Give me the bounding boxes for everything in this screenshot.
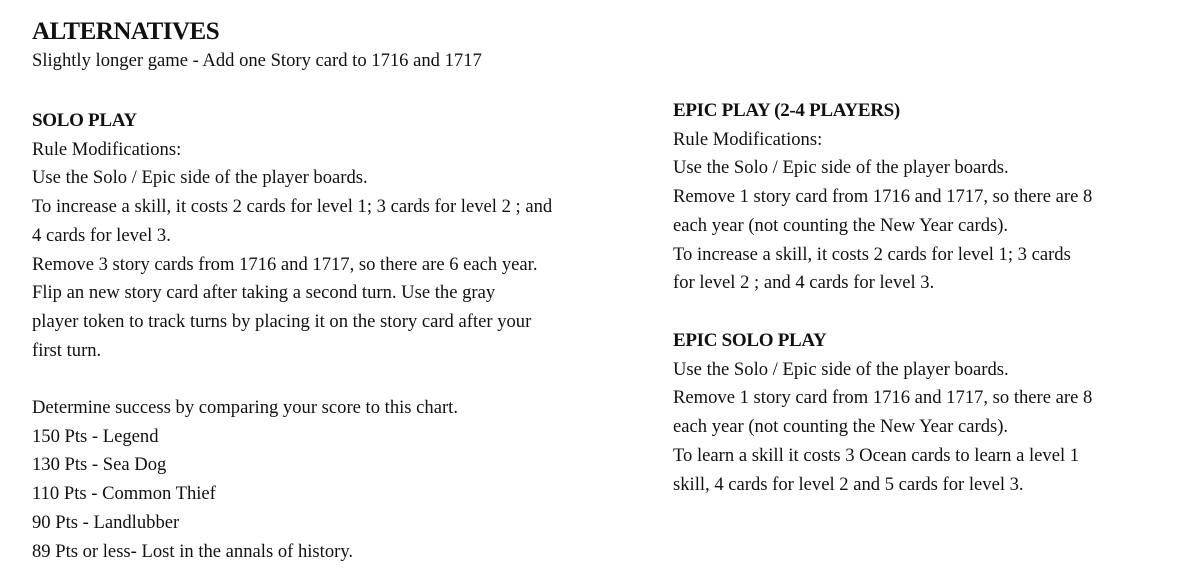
rank-item: 150 Pts - Legend: [32, 425, 159, 447]
rule-line: Use the Solo / Epic side of the player boards.: [673, 157, 1009, 179]
rule-line: each year (not counting the New Year cards).: [673, 416, 1009, 438]
rule-line: Rule Modifications:: [32, 138, 182, 160]
rule-line: player token to track turns by placing it on the story card after your: [32, 310, 532, 332]
rule-line: first turn.: [32, 339, 102, 361]
rule-line: for level 2 ; and 4 cards for level 3.: [673, 272, 935, 294]
rule-line: To increase a skill, it costs 2 cards for level 1; 3 cards for level 2 ; and: [32, 196, 553, 218]
intro-section: [32, 17, 482, 75]
solo-play-section: [32, 107, 552, 566]
rule-line: Remove 1 story card from 1716 and 1717, so there are 8: [673, 186, 1093, 208]
rank-item: 110 Pts - Common Thief: [32, 483, 216, 505]
rule-line: Remove 1 story card from 1716 and 1717, so there are 8: [673, 387, 1093, 409]
epic-play-section: [673, 97, 1092, 298]
rule-line: To increase a skill, it costs 2 cards for level 1; 3 cards: [673, 243, 1071, 265]
rule-line: Remove 3 story cards from 1716 and 1717, so there are 6 each year.: [32, 253, 538, 275]
chart-intro: Determine success by comparing your score to this chart.: [32, 397, 458, 419]
rule-line: To learn a skill it costs 3 Ocean cards to learn a level 1: [673, 444, 1080, 466]
epic-solo-play-section: [673, 327, 1092, 499]
rule-line: each year (not counting the New Year cards).: [673, 214, 1009, 236]
section-heading: EPIC SOLO PLAY: [673, 330, 827, 351]
subtitle: Slightly longer game - Add one Story card to 1716 and 1717: [32, 50, 482, 71]
rank-item: 90 Pts - Landlubber: [32, 511, 180, 533]
page-title: ALTERNATIVES: [32, 18, 220, 45]
rule-line: Use the Solo / Epic side of the player boards.: [673, 358, 1009, 380]
rule-line: Flip an new story card after taking a second turn. Use the gray: [32, 282, 496, 304]
rule-line: 4 cards for level 3.: [32, 224, 171, 246]
rule-line: skill, 4 cards for level 2 and 5 cards for level 3.: [673, 473, 1024, 495]
section-heading: SOLO PLAY: [32, 110, 137, 131]
section-heading: EPIC PLAY (2-4 PLAYERS): [673, 100, 900, 121]
rank-item: 130 Pts - Sea Dog: [32, 454, 167, 476]
rule-line: Rule Modifications:: [673, 128, 823, 150]
rank-item: 89 Pts or less- Lost in the annals of history.: [32, 540, 354, 562]
rule-line: Use the Solo / Epic side of the player boards.: [32, 167, 368, 189]
